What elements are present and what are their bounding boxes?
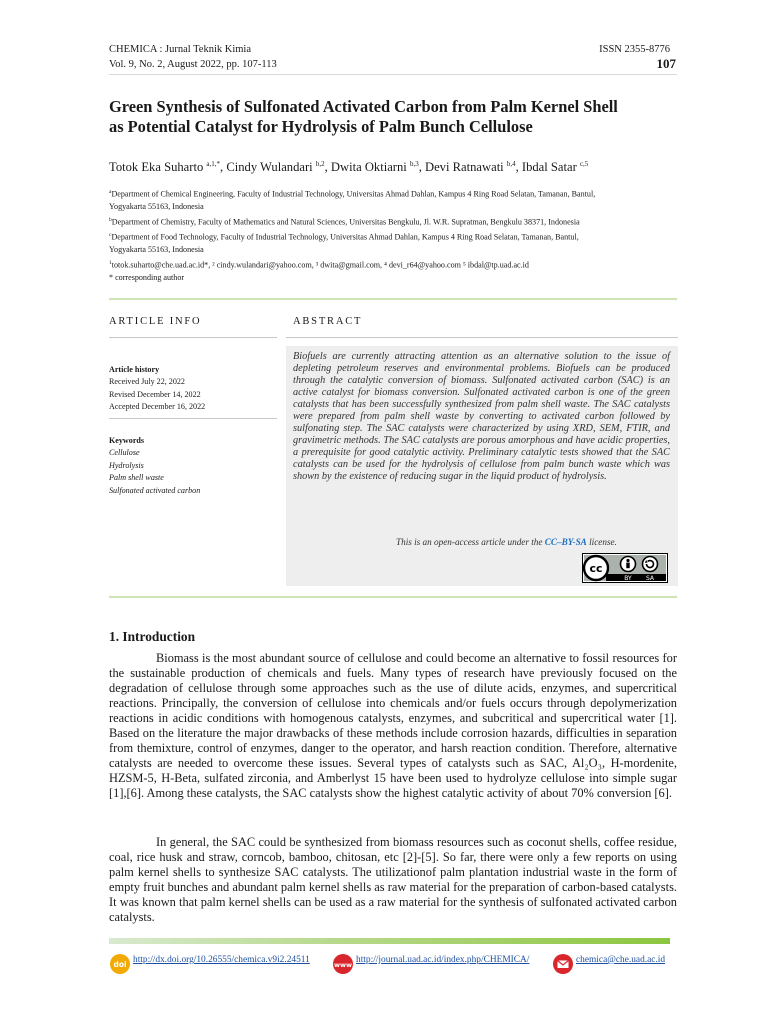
keyword: Sulfonated activated carbon — [109, 485, 201, 495]
doi-link[interactable]: http://dx.doi.org/10.26555/chemica.v9i2.24511 — [133, 955, 310, 965]
article-info-rule — [109, 337, 277, 338]
journal-name: CHEMICA : Jurnal Teknik Kimia — [109, 44, 251, 55]
intro-paragraph-2 — [109, 835, 677, 925]
license-post: license. — [586, 537, 617, 547]
intro-p2-text: In general, the SAC could be synthesized from biomass resources such as coconut shells, coffee residue, coal, rice husk and straw, corncob, bamboo, chitosan, etc [2]-[5]. So far, there were only a few reports on using palm kernel shells to synthesize SAC catalysts. The utilizationof palm plantation industrial waste in the form of empty fruit bunches and abundant palm kernel shells as raw material for the preparation of carbon-based catalysts. It was known that palm kernel shells can be used as a raw material for the synthesis of sulfonated activated carbon catalysts. — [109, 835, 677, 925]
affiliation-c: Department of Food Technology, Faculty of Industrial Technology, Universitas Ahmad Dahlan, Kampus 4 Ring Road Selatan, Tamanan, Bantul, — [111, 232, 579, 242]
license-note — [396, 537, 617, 547]
history-label: Article history — [109, 365, 160, 374]
doi-icon-text: doi — [113, 960, 127, 969]
author-sup: a,1,* — [206, 160, 221, 168]
keyword: Cellulose — [109, 448, 140, 458]
author-name: Devi Ratnawati — [425, 160, 504, 175]
section-divider — [109, 596, 677, 598]
received-date: Received July 22, 2022 — [109, 377, 185, 387]
affiliation-c-city: Yogyakarta 55163, Indonesia — [109, 245, 204, 255]
www-icon-text: www — [333, 961, 353, 969]
author-sup: b,3 — [409, 160, 419, 168]
affiliation-a-city: Yogyakarta 55163, Indonesia — [109, 202, 204, 212]
doi-icon — [109, 953, 131, 975]
header-rule — [109, 74, 677, 75]
journal-url-link[interactable]: http://journal.uad.ac.id/index.php/CHEMICA/ — [356, 955, 530, 965]
author-sup: c,5 — [579, 160, 589, 168]
corresponding-note: * corresponding author — [109, 273, 185, 283]
author-list: Totok Eka Suharto $^{a,1,*}$, Cindy Wulandari $^{b,2}$, Dwita Oktiarni $^{b,3}$, Devi Ratnawati $^{b,4}$, Ibdal Satar $^{c,5}$ — [109, 160, 589, 175]
author-sup: b,2 — [315, 160, 325, 168]
introduction-heading: 1. Introduction — [109, 629, 196, 644]
revised-date: Revised December 14, 2022 — [109, 389, 201, 399]
keyword: Palm shell waste — [109, 473, 164, 483]
abstract-text: Biofuels are currently attracting attention as an alternative solution to the issue of depleting petroleum reserves and environmental problems. Biofuels can be produced through the catalytic conversion of biomass. Sulfonated activated carbon (SAC) is an active catalyst for biomass conversion. Sulfonated activated carbon is one of the green catalysts that has been successfully synthesized from palm shell waste. The SAC catalysts were prepared from palm shell waste by converting to activated carbon followed by sulfonating step. The SAC catalysts were characterized by using XRD, SEM, FTIR, and gravimetric methods. The SAC catalysts are porous amorphous and have acidic properties, a prerequisite for good catalytic activity. Preliminary catalytic tests showed that the SAC catalysts can be used for the hydrolysis of cellulose from palm bunch waste which was shown by the existence of reducing sugar in the liquid product of hydrolysis. — [293, 351, 670, 483]
paper-title — [109, 97, 679, 137]
svg-text:cc: cc — [589, 562, 603, 575]
author-sup: b,4 — [506, 160, 516, 168]
cc-by-label: BY — [624, 575, 632, 582]
intro-p1-text: Biomass is the most abundant source of cellulose and could become an alternative to fossil resources for the sustainable production of chemicals and fuels. Many types of research have previously focused on the degradation of cellulose through some approaches such as the use of dilute acids, enzymes, and supercritical reactions. Principally, the conversion of cellulose into chemicals and/or fuels occurs through depolymerization reactions in acidic conditions with homogenous catalysts, enzymes, and subcritical and supercritical water [1]. Based on the literature the major drawbacks of these methods include corrosion hazards, difficulties in separation from themixture, control of enzymes, danger to the operator, and harsh reaction condition. Therefore, alternative catalysts are needed to overcome these issues. Several types of catalysts such as SAC, — [109, 651, 677, 771]
issn: ISSN 2355-8776 — [599, 44, 670, 55]
history-rule — [109, 418, 277, 419]
keywords-label: Keywords — [109, 436, 145, 445]
title-line-1: Green Synthesis of Sulfonated Activated Carbon from Palm Kernel Shell — [109, 97, 618, 116]
cc-sa-label: SA — [645, 575, 655, 582]
keywords-block — [109, 435, 277, 497]
journal-volume: Vol. 9, No. 2, August 2022, pp. 107-113 — [109, 59, 277, 70]
email-icon — [552, 953, 574, 975]
chemical-formula: Al₂O₃ — [571, 756, 602, 771]
accepted-date: Accepted December 16, 2022 — [109, 402, 206, 412]
author-name: Dwita Oktiarni — [330, 160, 407, 175]
section-divider — [109, 298, 677, 300]
www-icon — [332, 953, 354, 975]
abstract-heading: ABSTRACT — [293, 316, 363, 327]
intro-p1-text-cont: , H-mordenite, HZSM-5, H-Beta, sulfated zirconia, and Amberlyst 15 have been used to hydrolyze cellulose into simple sugar [1],[6]. Among these catalysts, the SAC catalysts show the highest catalytic activity of about 70% conversion [6]. — [109, 756, 677, 801]
page-number: 107 — [656, 56, 676, 71]
affiliation-b: Department of Chemistry, Faculty of Mathematics and Natural Sciences, Universitas Bengkulu, Jl. W.R. Supratman, Bengkulu 38371, Indonesia — [111, 217, 580, 227]
abstract-rule — [286, 337, 678, 338]
footer-bar — [109, 938, 670, 944]
keyword: Hydrolysis — [109, 460, 144, 470]
license-link[interactable]: CC–BY-SA — [544, 537, 587, 547]
article-info-heading: ARTICLE INFO — [109, 316, 202, 327]
journal-email-link[interactable]: chemica@che.uad.ac.id — [576, 955, 666, 965]
author-name: Cindy Wulandari — [226, 160, 313, 175]
cc-by-sa-badge[interactable] — [582, 553, 668, 583]
affiliation-a: Department of Chemical Engineering, Faculty of Industrial Technology, Universitas Ahmad Dahlan, Kampus 4 Ring Road Selatan, Tamanan, Bantul, — [111, 189, 596, 199]
title-line-2: as Potential Catalyst for Hydrolysis of Palm Bunch Cellulose — [109, 117, 533, 136]
affiliations: $^a$Department of Chemical Engineering, Faculty of Industrial Technology, Universitas Ahmad Dahlan, Kampus 4 Ring Road Selatan, Tamanan, Bantul, Yogyakarta 55163, Indonesia $^b$Department of Chemistry, Faculty of Mathematics and Natural Sciences, Universitas Bengkulu, Jl. W.R. Supratman, Bengkulu 38371, Indonesia $^c$Department of Food Technology, Faculty of Industrial Technology, Universitas Ahmad Dahlan, Kampus 4 Ring Road Selatan, Tamanan, Bantul, Yogyakarta 55163, Indonesia $^1$totok.suharto@che.uad.ac.id*, ² cindy.wulandari@yahoo.com, ³ dwita@gmail.com, ⁴ devi_r64@yahoo.com ⁵ ibdal@tp.uad.ac.id * corresponding author — [109, 186, 679, 285]
intro-paragraph-1 — [109, 651, 677, 801]
author-emails: totok.suharto@che.uad.ac.id*, ² cindy.wulandari@yahoo.com, ³ dwita@gmail.com, ⁴ devi_r64@yahoo.com ⁵ ibdal@tp.uad.ac.id — [111, 260, 529, 270]
author-name: Totok Eka Suharto — [109, 160, 204, 175]
license-pre: This is an open-access article under the — [396, 537, 545, 547]
article-history — [109, 364, 277, 414]
author-name: Ibdal Satar — [521, 160, 577, 175]
